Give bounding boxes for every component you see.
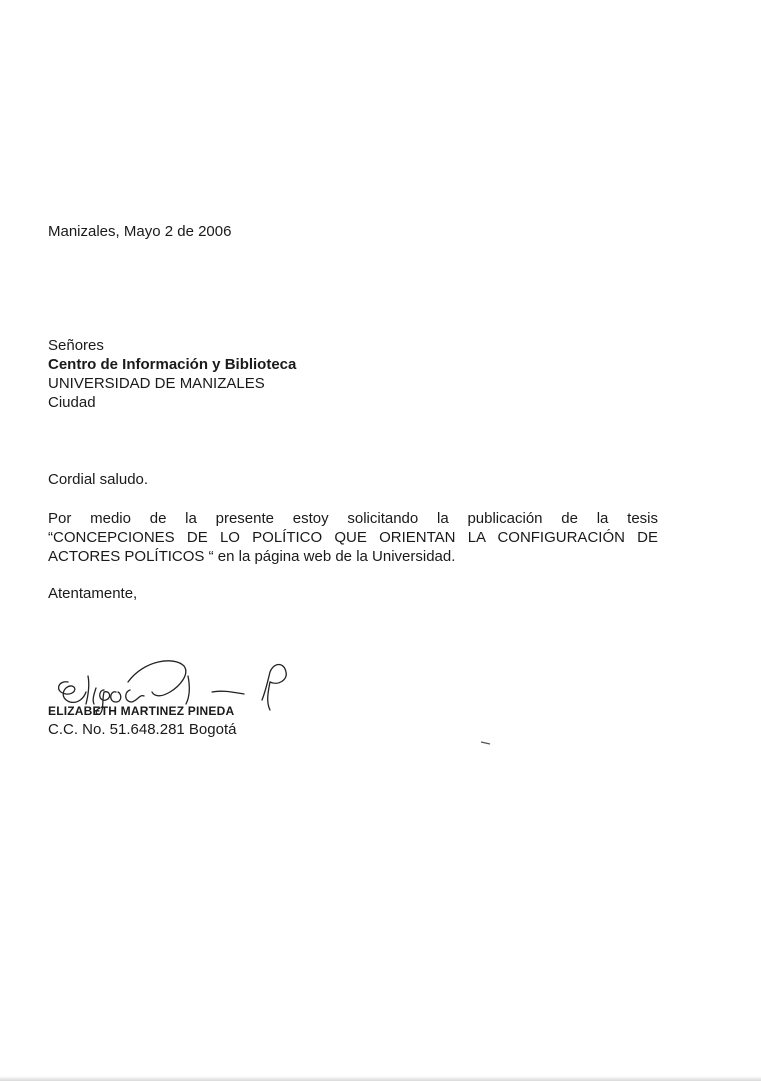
page-bottom-edge <box>0 1076 761 1081</box>
recipient-institution: UNIVERSIDAD DE MANIZALES <box>48 375 265 392</box>
body-line-2: “CONCEPCIONES DE LO POLÍTICO QUE ORIENTAN LA CONFIGURACIÓN DE <box>48 529 658 546</box>
closing: Atentamente, <box>48 585 138 602</box>
recipient-city: Ciudad <box>48 394 96 411</box>
date-line: Manizales, Mayo 2 de 2006 <box>48 223 232 240</box>
signer-id: C.C. No. 51.648.281 Bogotá <box>48 721 237 738</box>
recipient-organization: Centro de Información y Biblioteca <box>48 356 297 373</box>
greeting: Cordial saludo. <box>48 471 149 488</box>
recipient-salutation: Señores <box>48 337 104 354</box>
body-paragraph <box>48 509 658 566</box>
paper-speck <box>480 740 492 746</box>
body-line-3: ACTORES POLÍTICOS “ en la página web de la Universidad. <box>48 548 456 565</box>
signer-name: ELIZABETH MARTINEZ PINEDA <box>48 704 235 718</box>
body-line-1: Por medio de la presente estoy solicitando la publicación de la tesis <box>48 510 658 527</box>
